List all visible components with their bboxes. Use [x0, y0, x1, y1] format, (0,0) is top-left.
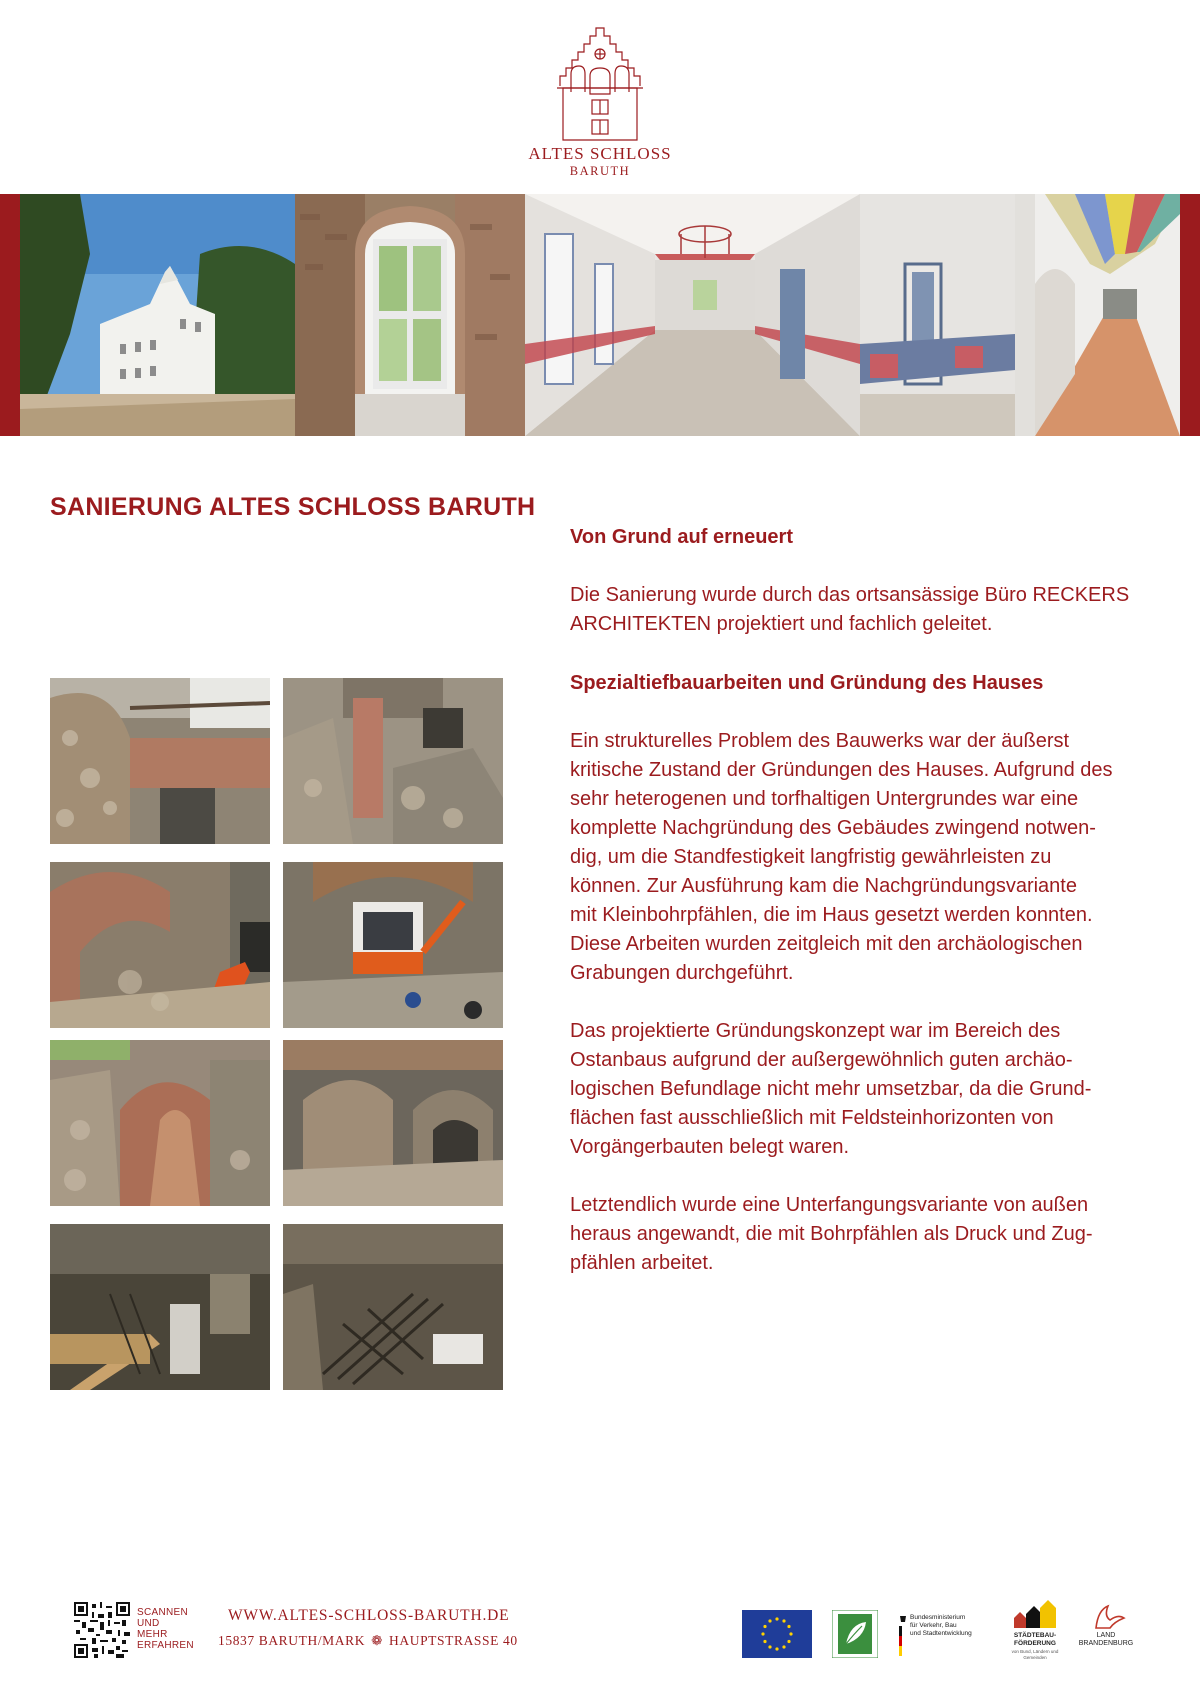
scan-line: SCANNEN	[137, 1607, 188, 1618]
land-brandenburg-logo	[1074, 1604, 1138, 1654]
text-line: mit Kleinbohrpfählen, die im Haus gesetzt werden konnten.	[570, 904, 1093, 926]
logo-subtitle: BARUTH	[569, 164, 631, 178]
paragraph-intro	[570, 581, 1170, 639]
banner-left-band	[0, 194, 20, 436]
banner-photo-exterior	[20, 194, 295, 436]
construction-photo	[50, 1040, 270, 1206]
eagle-icon	[898, 1612, 908, 1658]
construction-photo	[283, 1224, 503, 1390]
text-line: ARCHITEKTEN projektiert und fachlich geleitet.	[570, 613, 993, 635]
eu-flag-logo	[742, 1610, 812, 1658]
construction-photo	[283, 678, 503, 844]
construction-photo	[50, 678, 270, 844]
bmvi-logo	[898, 1612, 993, 1658]
qr-code[interactable]	[74, 1602, 130, 1658]
paragraph-gruendungskonzept	[570, 1017, 1170, 1162]
photo-banner	[0, 194, 1200, 436]
banner-right-band	[1180, 194, 1200, 436]
text-line: kritische Zustand der Gründungen des Hauses. Aufgrund des	[570, 759, 1113, 781]
bmvi-line: Bundesministerium	[910, 1614, 966, 1621]
text-line: komplette Nachgründung des Gebäudes zwingend notwen-	[570, 817, 1096, 839]
staedtebau-foerderung-logo	[1008, 1598, 1062, 1664]
address-street: HAUPTSTRASSE 40	[389, 1633, 518, 1648]
text-line: heraus angewandt, die mit Bohrpfählen als Druck und Zug-	[570, 1223, 1093, 1245]
bmvi-line: und Stadtentwicklung	[910, 1630, 972, 1637]
text-line: Ein strukturelles Problem des Bauwerks war der äußerst	[570, 730, 1070, 752]
staedtebau-small-line: Gemeinden	[1023, 1654, 1047, 1660]
text-line: Ostanbaus aufgrund der außergewöhnlich guten archäo-	[570, 1049, 1073, 1071]
ornament-separator: ❁	[371, 1633, 384, 1648]
banner-photo-corridor	[1015, 194, 1180, 436]
logo-name: ALTES SCHLOSS	[528, 144, 672, 163]
banner-photo-hall	[525, 194, 860, 436]
construction-photo	[283, 862, 503, 1028]
address	[218, 1633, 518, 1649]
eu-stars-icon	[742, 1610, 812, 1658]
paragraph-unterfangung	[570, 1191, 1170, 1278]
castle-gable-icon	[545, 14, 655, 142]
brandenburg-text	[1074, 1632, 1138, 1648]
text-line: dig, um die Standfestigkeit langfristig gewährleisten zu	[570, 846, 1052, 868]
heading-von-grund-auf-erneuert: Von Grund auf erneuert	[570, 526, 793, 548]
altes-schloss-logo	[520, 14, 680, 184]
scan-line: ERFAHREN	[137, 1640, 194, 1651]
staedtebau-line: STÄDTEBAU-	[1013, 1632, 1057, 1639]
text-line: logischen Befundlage nicht mehr umsetzbar, da die Grund-	[570, 1078, 1092, 1100]
construction-photo	[283, 1040, 503, 1206]
scan-line: UND	[137, 1618, 160, 1629]
banner-photo-room	[860, 194, 1015, 436]
text-line: können. Zur Ausführung kam die Nachgründungsvariante	[570, 875, 1077, 897]
houses-icon	[1008, 1598, 1062, 1632]
article-text	[570, 522, 1170, 1278]
staedtebau-text	[1008, 1632, 1062, 1647]
brandenburg-line: LAND	[1096, 1632, 1116, 1639]
construction-photo	[50, 1224, 270, 1390]
brandenburg-line: BRANDENBURG	[1078, 1640, 1134, 1647]
heading-spezialtiefbau: Spezialtiefbauarbeiten und Gründung des Hauses	[570, 672, 1044, 694]
construction-photo	[50, 862, 270, 1028]
text-line: Diese Arbeiten wurden zeitgleich mit den archäologischen	[570, 933, 1083, 955]
text-line: pfählen arbeitet.	[570, 1252, 714, 1274]
banner-photo-window	[295, 194, 525, 436]
address-city: 15837 BARUTH/MARK	[218, 1633, 366, 1648]
page-title: SANIERUNG ALTES SCHLOSS BARUTH	[50, 493, 536, 521]
leaf-icon	[832, 1610, 878, 1658]
scan-hint	[137, 1607, 194, 1651]
staedtebau-subtext	[1008, 1649, 1062, 1660]
brandenburg-eagle-icon	[1074, 1604, 1138, 1632]
website-link[interactable]: WWW.ALTES-SCHLOSS-BARUTH.DE	[228, 1607, 510, 1624]
staedtebau-line: FÖRDERUNG	[1014, 1639, 1056, 1647]
text-line: flächen fast ausschließlich mit Feldsteinhorizonten von	[570, 1107, 1054, 1129]
text-line: Vorgängerbauten belegt waren.	[570, 1136, 850, 1158]
scan-line: MEHR	[137, 1629, 168, 1640]
text-line: sehr heterogenen und torfhaltigen Untergrundes war eine	[570, 788, 1079, 810]
leader-logo	[832, 1610, 878, 1658]
text-line: Die Sanierung wurde durch das ortsansässige Büro RECKERS	[570, 584, 1130, 606]
text-line: Das projektierte Gründungskonzept war im Bereich des	[570, 1020, 1061, 1042]
bmvi-text	[910, 1614, 972, 1638]
text-line: Letztendlich wurde eine Unterfangungsvariante von außen	[570, 1194, 1089, 1216]
paragraph-structural-problem	[570, 727, 1170, 988]
bmvi-line: für Verkehr, Bau	[910, 1622, 957, 1629]
staedtebau-small-line: von Bund, Ländern und	[1011, 1649, 1059, 1654]
text-line: Grabungen durchgeführt.	[570, 962, 794, 984]
